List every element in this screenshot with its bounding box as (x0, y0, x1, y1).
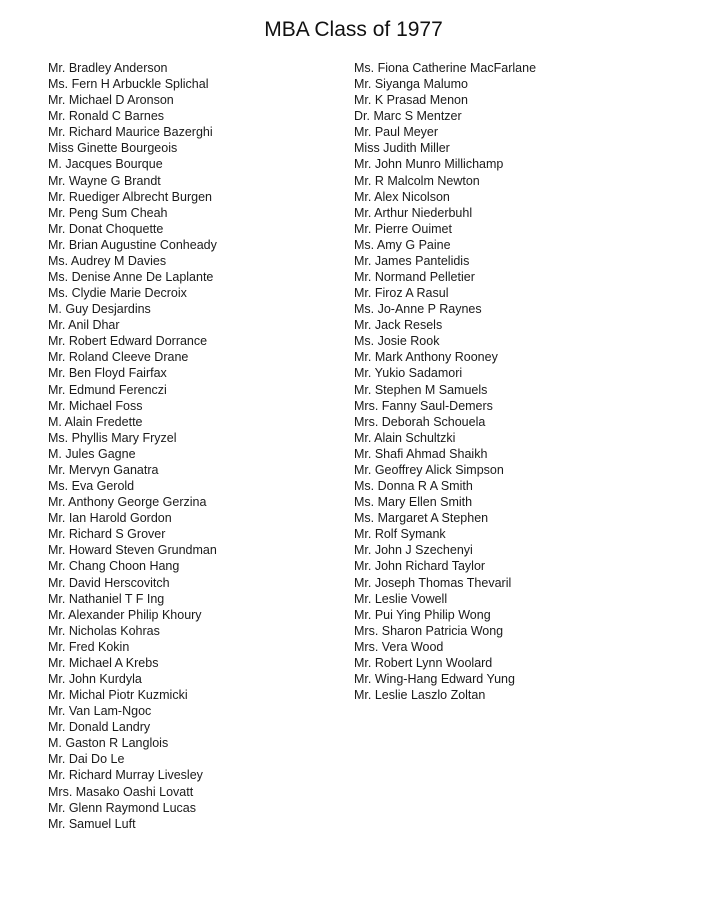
list-item: Ms. Margaret A Stephen (354, 511, 489, 526)
list-item: Ms. Donna R A Smith (354, 479, 473, 494)
list-item: Mr. Robert Lynn Woolard (354, 655, 493, 670)
list-item: Mr. K Prasad Menon (354, 93, 468, 108)
list-item: Mr. John J Szechenyi (354, 543, 473, 558)
list-item: Mr. Michael Foss (48, 398, 143, 413)
list-item: Ms. Josie Rook (354, 334, 440, 349)
list-item: Mr. Pierre Ouimet (354, 221, 452, 236)
list-item: Ms. Phyllis Mary Fryzel (48, 430, 177, 445)
list-item: Mr. Normand Pelletier (354, 270, 475, 285)
list-item: Mr. Yukio Sadamori (354, 366, 463, 381)
list-item: Mr. Leslie Laszlo Zoltan (354, 688, 486, 703)
list-item: Ms. Jo-Anne P Raynes (354, 302, 482, 317)
list-item: Mr. John Kurdyla (48, 671, 142, 686)
page-title: MBA Class of 1977 (264, 18, 443, 41)
list-item: Ms. Amy G Paine (354, 237, 451, 252)
list-item: Mr. Richard Maurice Bazerghi (48, 125, 213, 140)
list-item: Ms. Audrey M Davies (48, 253, 167, 268)
list-item: Mr. Pui Ying Philip Wong (354, 607, 491, 622)
list-item: Mr. Alain Schultzki (354, 430, 456, 445)
list-item: Mr. Michael D Aronson (48, 93, 174, 108)
list-item: Mr. Dai Do Le (48, 752, 125, 767)
list-item: Mr. Nathaniel T F Ing (48, 591, 165, 606)
list-item: Ms. Eva Gerold (48, 479, 135, 494)
list-item: M. Jules Gagne (48, 446, 136, 461)
list-item: Mr. Mark Anthony Rooney (354, 350, 498, 365)
list-item: Mr. Siyanga Malumo (354, 77, 468, 92)
list-item: Mr. Anthony George Gerzina (48, 495, 207, 510)
list-item: Mr. Alex Nicolson (354, 189, 450, 204)
list-item: Mr. Van Lam-Ngoc (48, 704, 152, 719)
list-item: Mr. Roland Cleeve Drane (48, 350, 189, 365)
name-list-right-column (354, 60, 536, 703)
list-item: Mr. Ruediger Albrecht Burgen (48, 189, 212, 204)
list-item: Miss Judith Miller (354, 141, 450, 156)
list-item: Mr. James Pantelidis (354, 253, 470, 268)
list-item: Mr. Anil Dhar (48, 318, 120, 333)
list-item: Mr. Samuel Luft (48, 816, 136, 831)
list-item: Mr. Edmund Ferenczi (48, 382, 167, 397)
list-item: Ms. Fern H Arbuckle Splichal (48, 77, 209, 92)
list-item: Mr. Alexander Philip Khoury (48, 607, 202, 622)
list-item: Mr. Geoffrey Alick Simpson (354, 462, 504, 477)
list-item: Mr. Joseph Thomas Thevaril (354, 575, 512, 590)
list-item: Mr. Arthur Niederbuhl (354, 205, 473, 220)
list-item: Mr. John Munro Millichamp (354, 157, 504, 172)
list-item: Mr. Michael A Krebs (48, 655, 159, 670)
list-item: Ms. Fiona Catherine MacFarlane (354, 61, 537, 75)
list-item: Mr. R Malcolm Newton (354, 173, 480, 188)
list-item: M. Alain Fredette (48, 414, 143, 429)
list-item: Mr. Ronald C Barnes (48, 109, 165, 124)
list-item: Mr. Ben Floyd Fairfax (48, 366, 167, 381)
list-item: Mr. Glenn Raymond Lucas (48, 800, 196, 815)
list-item: Mr. Richard Murray Livesley (48, 768, 203, 783)
list-item: Mrs. Deborah Schouela (354, 414, 486, 429)
list-item: Dr. Marc S Mentzer (354, 109, 462, 124)
list-item: Mr. Howard Steven Grundman (48, 543, 217, 558)
list-item: Mr. John Richard Taylor (354, 559, 486, 574)
list-item: Mr. Mervyn Ganatra (48, 462, 159, 477)
list-item: Mrs. Sharon Patricia Wong (354, 623, 504, 638)
list-item: Mr. Shafi Ahmad Shaikh (354, 446, 488, 461)
list-item: Mr. Leslie Vowell (354, 591, 448, 606)
list-item: Mr. Paul Meyer (354, 125, 439, 140)
list-item: Mr. Donat Choquette (48, 221, 164, 236)
list-item: Mr. Rolf Symank (354, 527, 446, 542)
list-item: Mrs. Fanny Saul-Demers (354, 398, 493, 413)
list-item: Mr. Robert Edward Dorrance (48, 334, 208, 349)
list-item: Ms. Mary Ellen Smith (354, 495, 473, 510)
list-item: Mr. Fred Kokin (48, 639, 130, 654)
list-item: Mr. Wing-Hang Edward Yung (354, 671, 515, 686)
list-item: Ms. Denise Anne De Laplante (48, 270, 214, 285)
list-item: Mr. Nicholas Kohras (48, 623, 160, 638)
list-item: Mr. Donald Landry (48, 720, 151, 735)
list-item: Mr. Richard S Grover (48, 527, 166, 542)
list-item: Ms. Clydie Marie Decroix (48, 286, 187, 301)
list-item: Mr. Chang Choon Hang (48, 559, 180, 574)
list-item: Mr. Peng Sum Cheah (48, 205, 168, 220)
name-list-left-column (48, 60, 217, 832)
list-item: Miss Ginette Bourgeois (48, 141, 178, 156)
list-item: Mr. Ian Harold Gordon (48, 511, 172, 526)
list-item: Mr. Wayne G Brandt (48, 173, 161, 188)
list-item: Mr. Jack Resels (354, 318, 443, 333)
list-item: Mr. Firoz A Rasul (354, 286, 449, 301)
list-item: Mr. Stephen M Samuels (354, 382, 488, 397)
list-item: Mr. Michal Piotr Kuzmicki (48, 688, 188, 703)
list-item: M. Guy Desjardins (48, 302, 151, 317)
list-item: Mr. Bradley Anderson (48, 61, 168, 75)
list-item: M. Gaston R Langlois (48, 736, 169, 751)
list-item: Mr. Brian Augustine Conheady (48, 237, 217, 252)
list-item: Mr. David Herscovitch (48, 575, 170, 590)
list-item: Mrs. Vera Wood (354, 639, 444, 654)
list-item: M. Jacques Bourque (48, 157, 163, 172)
list-item: Mrs. Masako Oashi Lovatt (48, 784, 194, 799)
